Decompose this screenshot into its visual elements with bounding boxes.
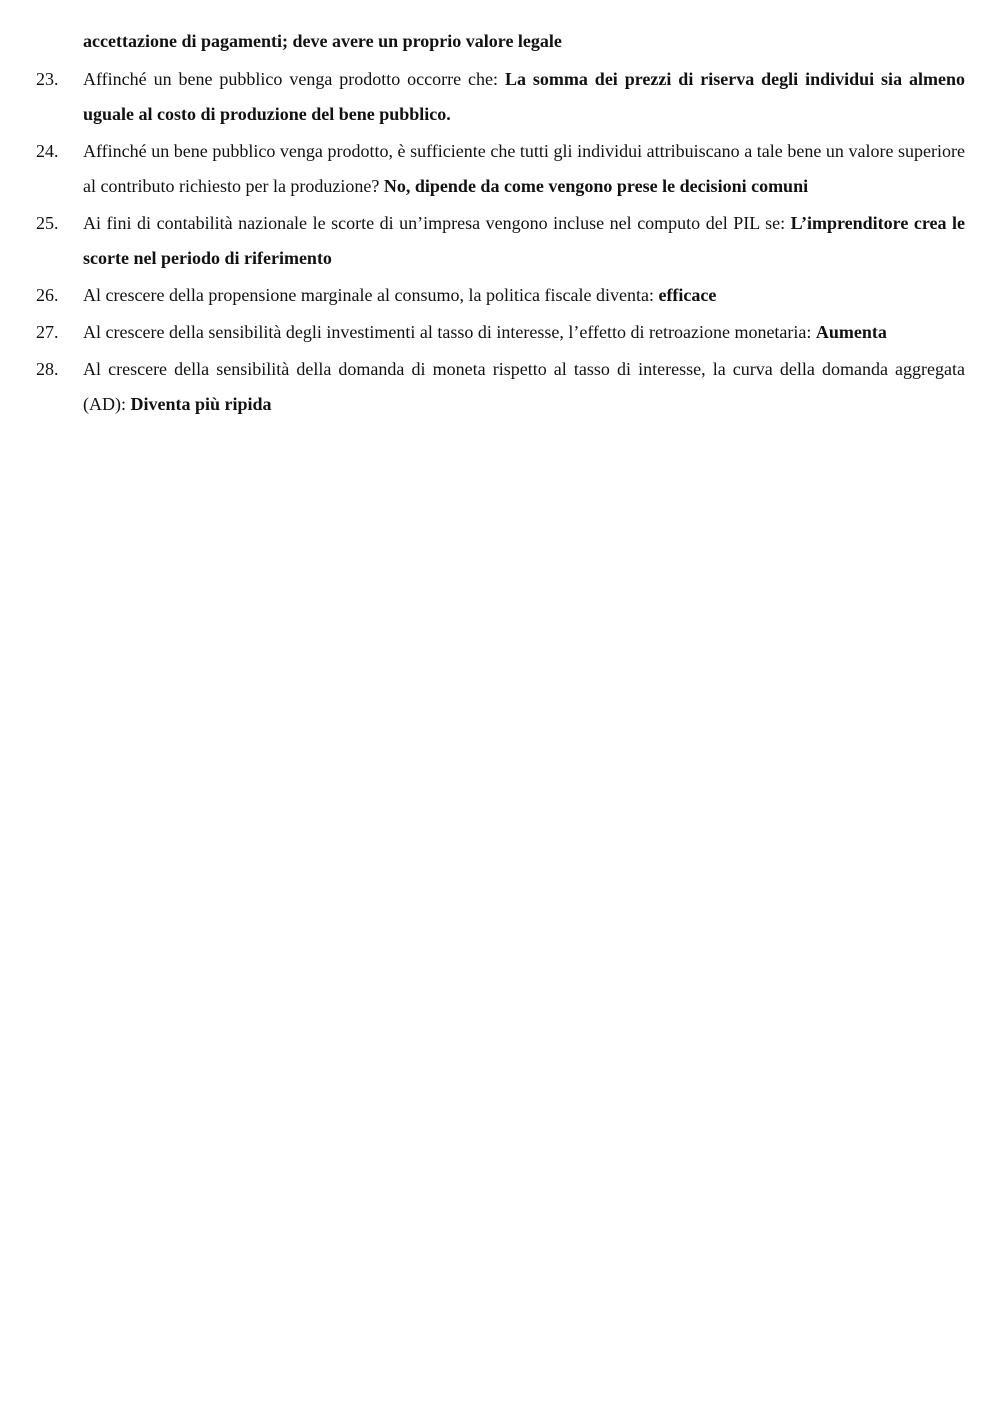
question-text: Affinché un bene pubblico venga prodotto, è sufficiente che tutti gli individui attribuiscano a tale bene un valore superiore al contributo richiesto per la produzione? <box>83 141 965 196</box>
previous-answer-continuation: accettazione di pagamenti; deve avere un proprio valore legale <box>83 31 562 51</box>
item-text <box>83 352 965 422</box>
answer-text: La somma dei prezzi di riserva degli individui sia almeno uguale al costo di produzione del bene pubblico. <box>83 69 965 124</box>
answer-text: efficace <box>658 285 717 305</box>
item-text <box>83 62 965 132</box>
list-item-25 <box>36 206 965 276</box>
list-item-27 <box>36 315 965 350</box>
question-list <box>36 26 965 424</box>
list-item-26 <box>36 278 965 313</box>
item-number: 27. <box>36 322 59 342</box>
question-text: Al crescere della sensibilità della domanda di moneta rispetto al tasso di interesse, la curva della domanda aggregata (AD): <box>83 359 965 414</box>
answer-text: Diventa più ripida <box>130 394 272 414</box>
list-item-23 <box>36 62 965 132</box>
answer-text: L’imprenditore crea le scorte nel periodo di riferimento <box>83 213 965 268</box>
item-number: 23. <box>36 69 59 89</box>
list-item-24 <box>36 134 965 204</box>
question-text: Ai fini di contabilità nazionale le scorte di un’impresa vengono incluse nel computo del PIL se: <box>83 213 791 233</box>
answer-text: Aumenta <box>815 322 887 342</box>
item-number: 25. <box>36 213 59 233</box>
question-text: Affinché un bene pubblico venga prodotto occorre che: <box>83 69 505 89</box>
list-item-28 <box>36 352 965 422</box>
question-text: Al crescere della sensibilità degli investimenti al tasso di interesse, l’effetto di retroazione monetaria: <box>83 322 816 342</box>
item-number: 24. <box>36 141 59 161</box>
item-number: 28. <box>36 359 59 379</box>
item-number: 26. <box>36 285 59 305</box>
item-text <box>83 134 965 204</box>
answer-text: No, dipende da come vengono prese le decisioni comuni <box>383 176 809 196</box>
question-text: Al crescere della propensione marginale al consumo, la politica fiscale diventa: <box>83 285 659 305</box>
item-text <box>83 278 965 313</box>
item-text <box>83 315 965 350</box>
item-text <box>83 206 965 276</box>
